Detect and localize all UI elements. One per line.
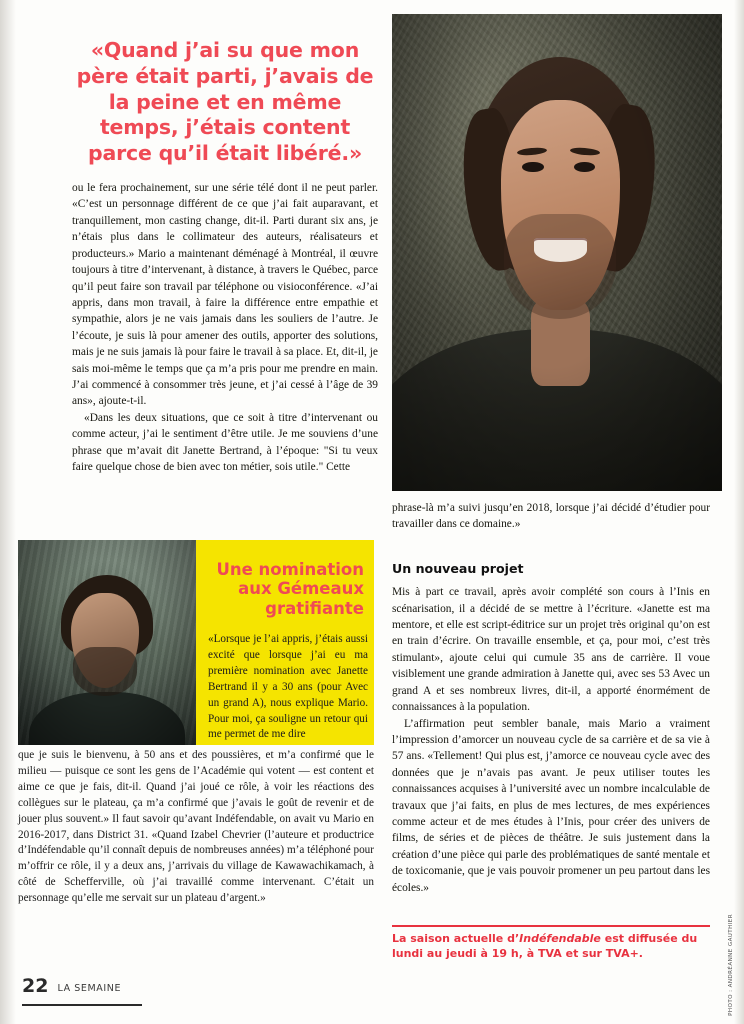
page-folio: [22, 977, 121, 996]
sidebar-lead-text: «Lorsque je l’ai appris, j’étais aussi excité que lorsque j’ai eu ma première nomination avec Janette Bertrand il y a 30 ans (pour Avec un grand A), nous explique Mario. Pour moi, ça souligne un retour qui me permet de me dire: [208, 633, 368, 741]
hero-portrait-photo: [392, 14, 722, 491]
magazine-name: LA SEMAINE: [57, 983, 122, 994]
sidebar-title: Une nomination aux Gémeaux gratifiante: [216, 560, 364, 618]
broadcast-note: [392, 925, 710, 962]
page-number: 22: [22, 975, 49, 997]
paragraph: ou le fera prochainement, sur une série télé dont il ne peut parler. «C’est un personnage différent de ce que j’ai fait auparavant, et tranquillement, mon casting change, dit-il. Parti durant six ans, je n’étais plus dans le collimateur des auteurs, réalisateurs et producteurs.» Mario a maintenant déménagé à Montréal, il œuvre toujours à titre d’intervenant, à distance, à travers le Québec, parce qu’il peut faire son travail par téléphone ou visioconférence. «J’ai appris, dans mon travail, à faire la différence entre empathie et sympathie, alors je ne vais jamais dans les souliers de l’autre. Je l’écoute, je suis là pour amener des outils, apporter des solutions, mais je ne suis jamais là pour faire le travail à sa place. Et, dit-il, je sais moi-même le temps que ça m’a pris pour me prendre en main. J’ai commencé à consommer très jeune, et j’ai cessé à l’âge de 39 ans», ajoute-t-il.: [72, 182, 378, 408]
broadcast-note-title: Indéfendable: [519, 932, 601, 945]
article-body-right-column-top: [392, 500, 710, 533]
folio-rule: [22, 1004, 142, 1006]
photo-vignette: [392, 14, 722, 491]
broadcast-note-before: La saison actuelle d’: [392, 932, 520, 945]
paragraph: «Dans les deux situations, que ce soit à titre d’intervenant ou comme acteur, j’ai le sentiment d’être utile. Je me souviens d’une phrase que m’avait dit Janette Bertrand, à l’époque: "Si tu veux faire quelque chose de bien avec ton métier, sois utile." Cette: [72, 411, 378, 474]
paragraph: phrase-là m’a suivi jusqu’en 2018, lorsque j’ai décidé d’étudier pour travailler dans ce domaine.»: [392, 502, 710, 531]
sidebar-photo: [18, 540, 196, 745]
paragraph: Mis à part ce travail, après avoir complété son cours à l’Inis en scénarisation, il a décidé de se mettre à l’écriture. «Janette est ma mentore, et elle est script-éditrice sur un projet très original qu’on est en train d’écrire. On travaille ensemble, et ça, pour moi, c’est très stimulant», ajoute celui qui cumule 35 ans de carrière. Il voue visiblement une grande admiration à Janette qui, avec ses 53 Avec un grand A et ses nombreux livres, dit-il, a apporté énormément de connaissances à la population.: [392, 586, 710, 714]
sidebar-continuation-text: que je suis le bienvenu, à 50 ans et des poussières, et m’a confirmé que le milieu — puisque ce sont les gens de l’Académie qui votent — est content et aime ce que je fais, dit-il. Quand j’ai joué ce rôle, à voir les réactions des collègues sur le plateau, ça m’a confirmé que j’avais le goût de revenir et de jouer plus souvent.» Il faut savoir qu’avant Indéfendable, on avait vu Mario en 2016-2017, dans District 31. «Quand Izabel Chevrier (l’auteure et productrice d’Indéfendable qu’il connaît depuis de nombreuses années) m’a téléphoné pour m’offrir ce rôle, il y a deux ans, j’arrivais du village de Kawawachikamach, à côté de Schefferville, où j’ai travaillé comme intervenant. C’était un personnage qu’elle me servait sur un plateau d’argent.»: [18, 749, 374, 905]
article-body-left-column: [72, 180, 378, 476]
sidebar-photo-vignette: [18, 540, 196, 745]
broadcast-note-after: est diffusée du lundi au jeudi à 19 h, à TVA et sur TVA+.: [392, 932, 698, 960]
section-subheading: Un nouveau projet: [392, 561, 524, 576]
pull-quote: «Quand j’ai su que mon père était parti, j’avais de la peine et en même temps, j’étais content parce qu’il était libéré.»: [76, 38, 374, 166]
sidebar-box: [18, 540, 374, 745]
photo-credit: PHOTO : ANDRÉANNE GAUTHIER: [728, 914, 734, 1016]
paragraph: L’affirmation peut sembler banale, mais Mario a vraiment l’impression d’amorcer un nouveau cycle de sa carrière et de sa vie à 57 ans. «Tellement! Qui plus est, j’amorce ce nouveau cycle avec des données que je n’avais pas avant. Je peux utiliser toutes les connaissances acquises à l’université avec un nombre incalculable de travaux que j’ai faits, en plus de mes lectures, de mes expériences comme acteur et de mes études à l’Inis, pour créer des univers de films, de séries et de pièces de théâtre. Je suis justement dans la création d’une pièce qui parle des problématiques de santé mentale et de toxicomanie, que je vais pouvoir promener un peu partout dans les écoles.»: [392, 717, 710, 894]
article-body-right-column: [392, 560, 710, 896]
